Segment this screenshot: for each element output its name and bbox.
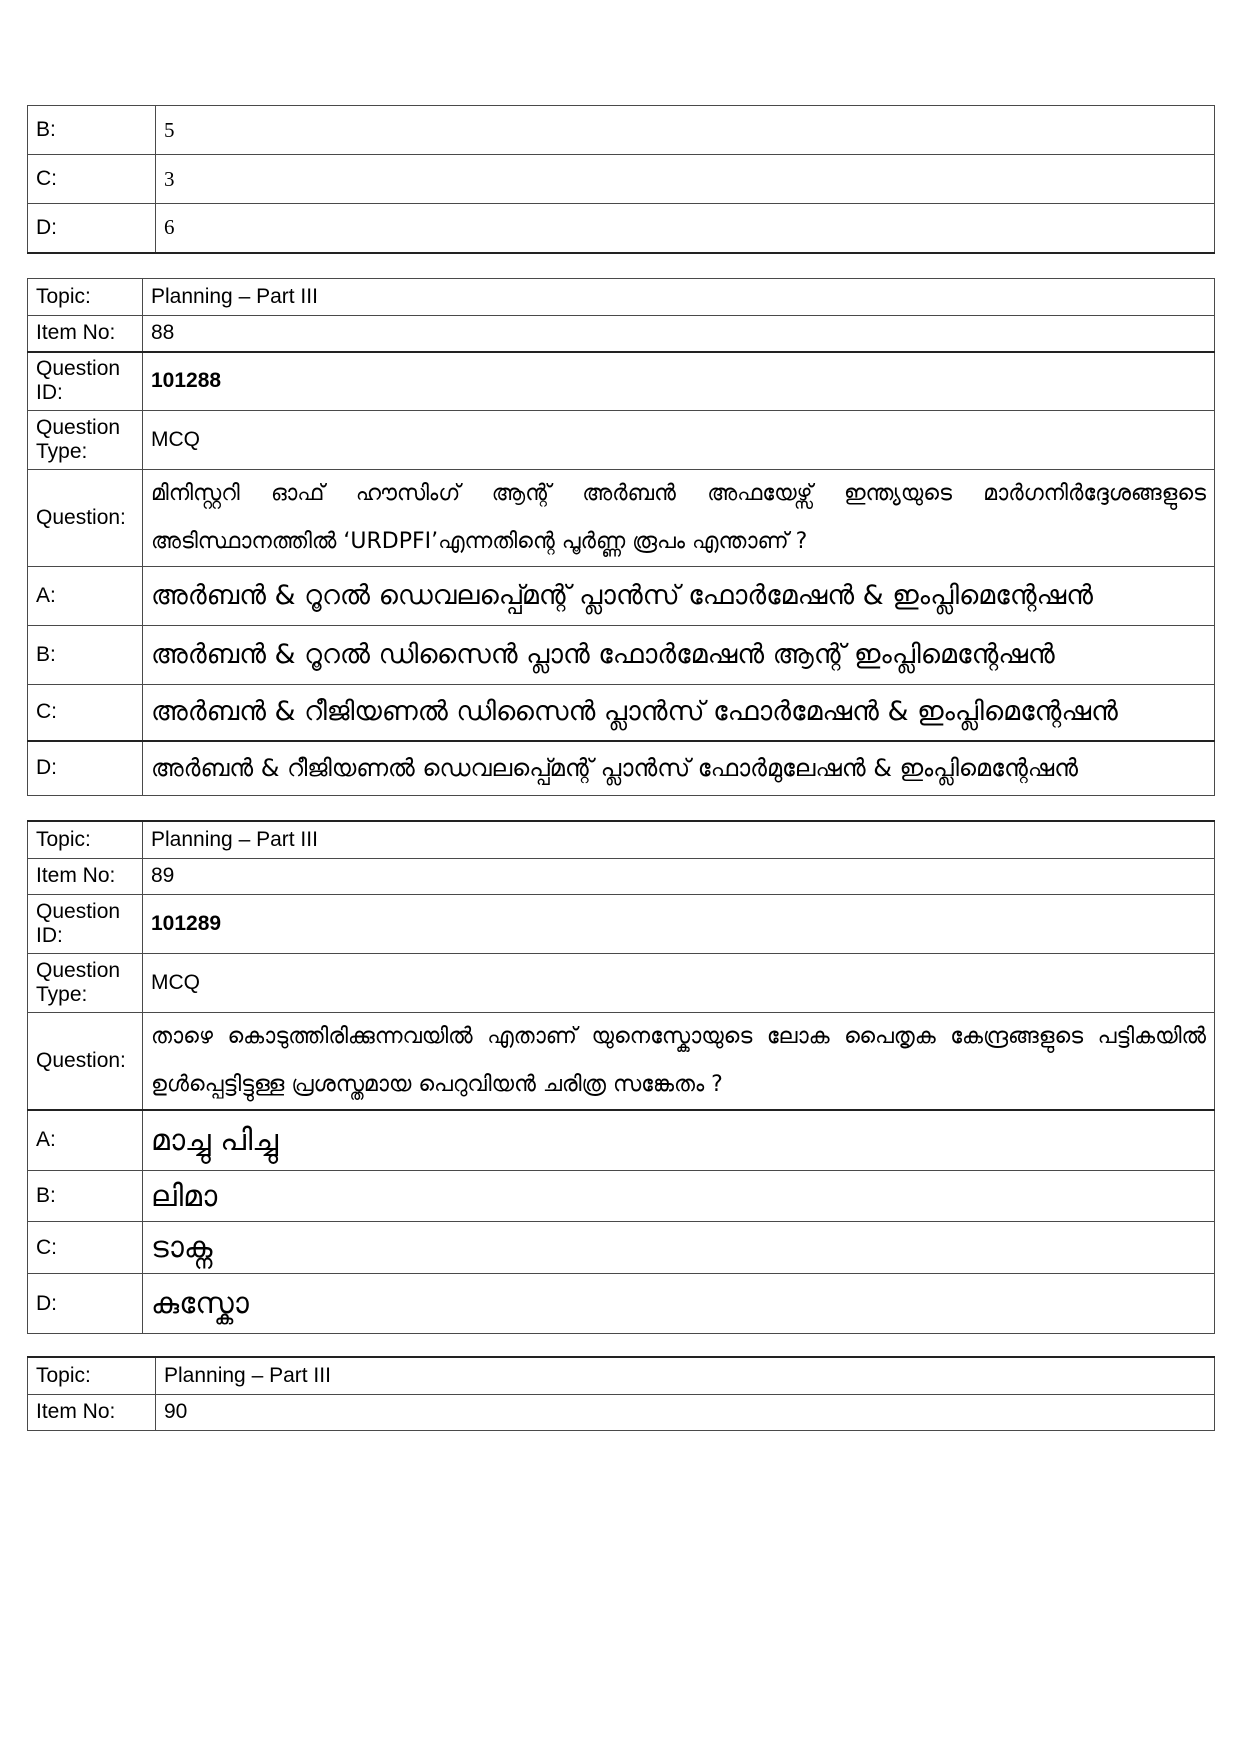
topic-label: Topic: [28,1357,156,1394]
question-text: മിനിസ്റ്ററി ഓഫ് ഹൗസിംഗ് ആന്റ് അർബൻ അഫയേഴ്സ് ഇന്ത്യയുടെ മാർഗനിർദ്ദേശങ്ങളുടെ അടിസ്ഥാനത്തിൽ ‘URDPFI’എന്നതിന്റെ പൂർണ്ണ രൂപം എന്താണ് ? [143,470,1215,567]
question-type-label: Question Type: [28,953,143,1012]
question-type-value: MCQ [143,953,1215,1012]
option-b-value: 5 [156,106,1215,155]
topic-value: Planning – Part III [143,279,1215,316]
option-d-label: D: [28,741,143,796]
prev-options-table [27,105,1215,254]
option-a-label: A: [28,567,143,626]
option-b-label: B: [28,1171,143,1222]
option-c-label: C: [28,1222,143,1274]
question-id-value: 101289 [143,894,1215,953]
option-d-text: കുസ്കോ [143,1274,1215,1334]
option-c-label: C: [28,685,143,741]
option-a-text: അർബൻ & റൂറൽ ഡെവലപ്പ്മെന്റ് പ്ലാൻസ് ഫോർമേഷൻ & ഇംപ്ലിമെന്റേഷൻ [143,567,1215,626]
question-type-value: MCQ [143,411,1215,470]
topic-label: Topic: [28,821,143,858]
option-b-text: അർബൻ & റൂറൽ ഡിസൈൻ പ്ലാൻ ഫോർമേഷൻ ആന്റ് ഇംപ്ലിമെന്റേഷൻ [143,626,1215,685]
question-88-table [27,278,1215,796]
item-no-label: Item No: [28,316,143,352]
option-b-label: B: [28,106,156,155]
question-id-label: Question ID: [28,352,143,411]
option-d-text: അർബൻ & റീജിയണൽ ഡെവലപ്പ്മെന്റ് പ്ലാൻസ് ഫോർമുലേഷൻ & ഇംപ്ലിമെന്റേഷൻ [143,741,1215,796]
option-b-label: B: [28,626,143,685]
option-c-label: C: [28,155,156,204]
option-a-text: മാച്ചു പിച്ചു [143,1110,1215,1171]
option-d-label: D: [28,1274,143,1334]
question-type-label: Question Type: [28,411,143,470]
item-no-value: 88 [143,316,1215,352]
item-no-label: Item No: [28,858,143,894]
option-c-text: അർബൻ & റീജിയണൽ ഡിസൈൻ പ്ലാൻസ് ഫോർമേഷൻ & ഇംപ്ലിമെന്റേഷൻ [143,685,1215,741]
option-d-value: 6 [156,204,1215,253]
question-90-table [27,1356,1215,1431]
option-b-text: ലിമാ [143,1171,1215,1222]
item-no-label: Item No: [28,1394,156,1430]
topic-value: Planning – Part III [156,1357,1215,1394]
topic-value: Planning – Part III [143,821,1215,858]
question-89-table [27,820,1215,1334]
item-no-value: 89 [143,858,1215,894]
option-d-label: D: [28,204,156,253]
option-c-value: 3 [156,155,1215,204]
item-no-value: 90 [156,1394,1215,1430]
question-text: താഴെ കൊടുത്തിരിക്കുന്നവയിൽ എതാണ് യുനെസ്കോയുടെ ലോക പൈതൃക കേന്ദ്രങ്ങളുടെ പട്ടികയിൽ ഉൾപ്പെട്ടിട്ടുള്ള പ്രശസ്തമായ പെറുവിയൻ ചരിത്ര സങ്കേതം ? [143,1012,1215,1110]
question-label: Question: [28,1012,143,1110]
topic-label: Topic: [28,279,143,316]
option-c-text: ടാക്ന [143,1222,1215,1274]
question-id-value: 101288 [143,352,1215,411]
question-label: Question: [28,470,143,567]
question-id-label: Question ID: [28,894,143,953]
option-a-label: A: [28,1110,143,1171]
